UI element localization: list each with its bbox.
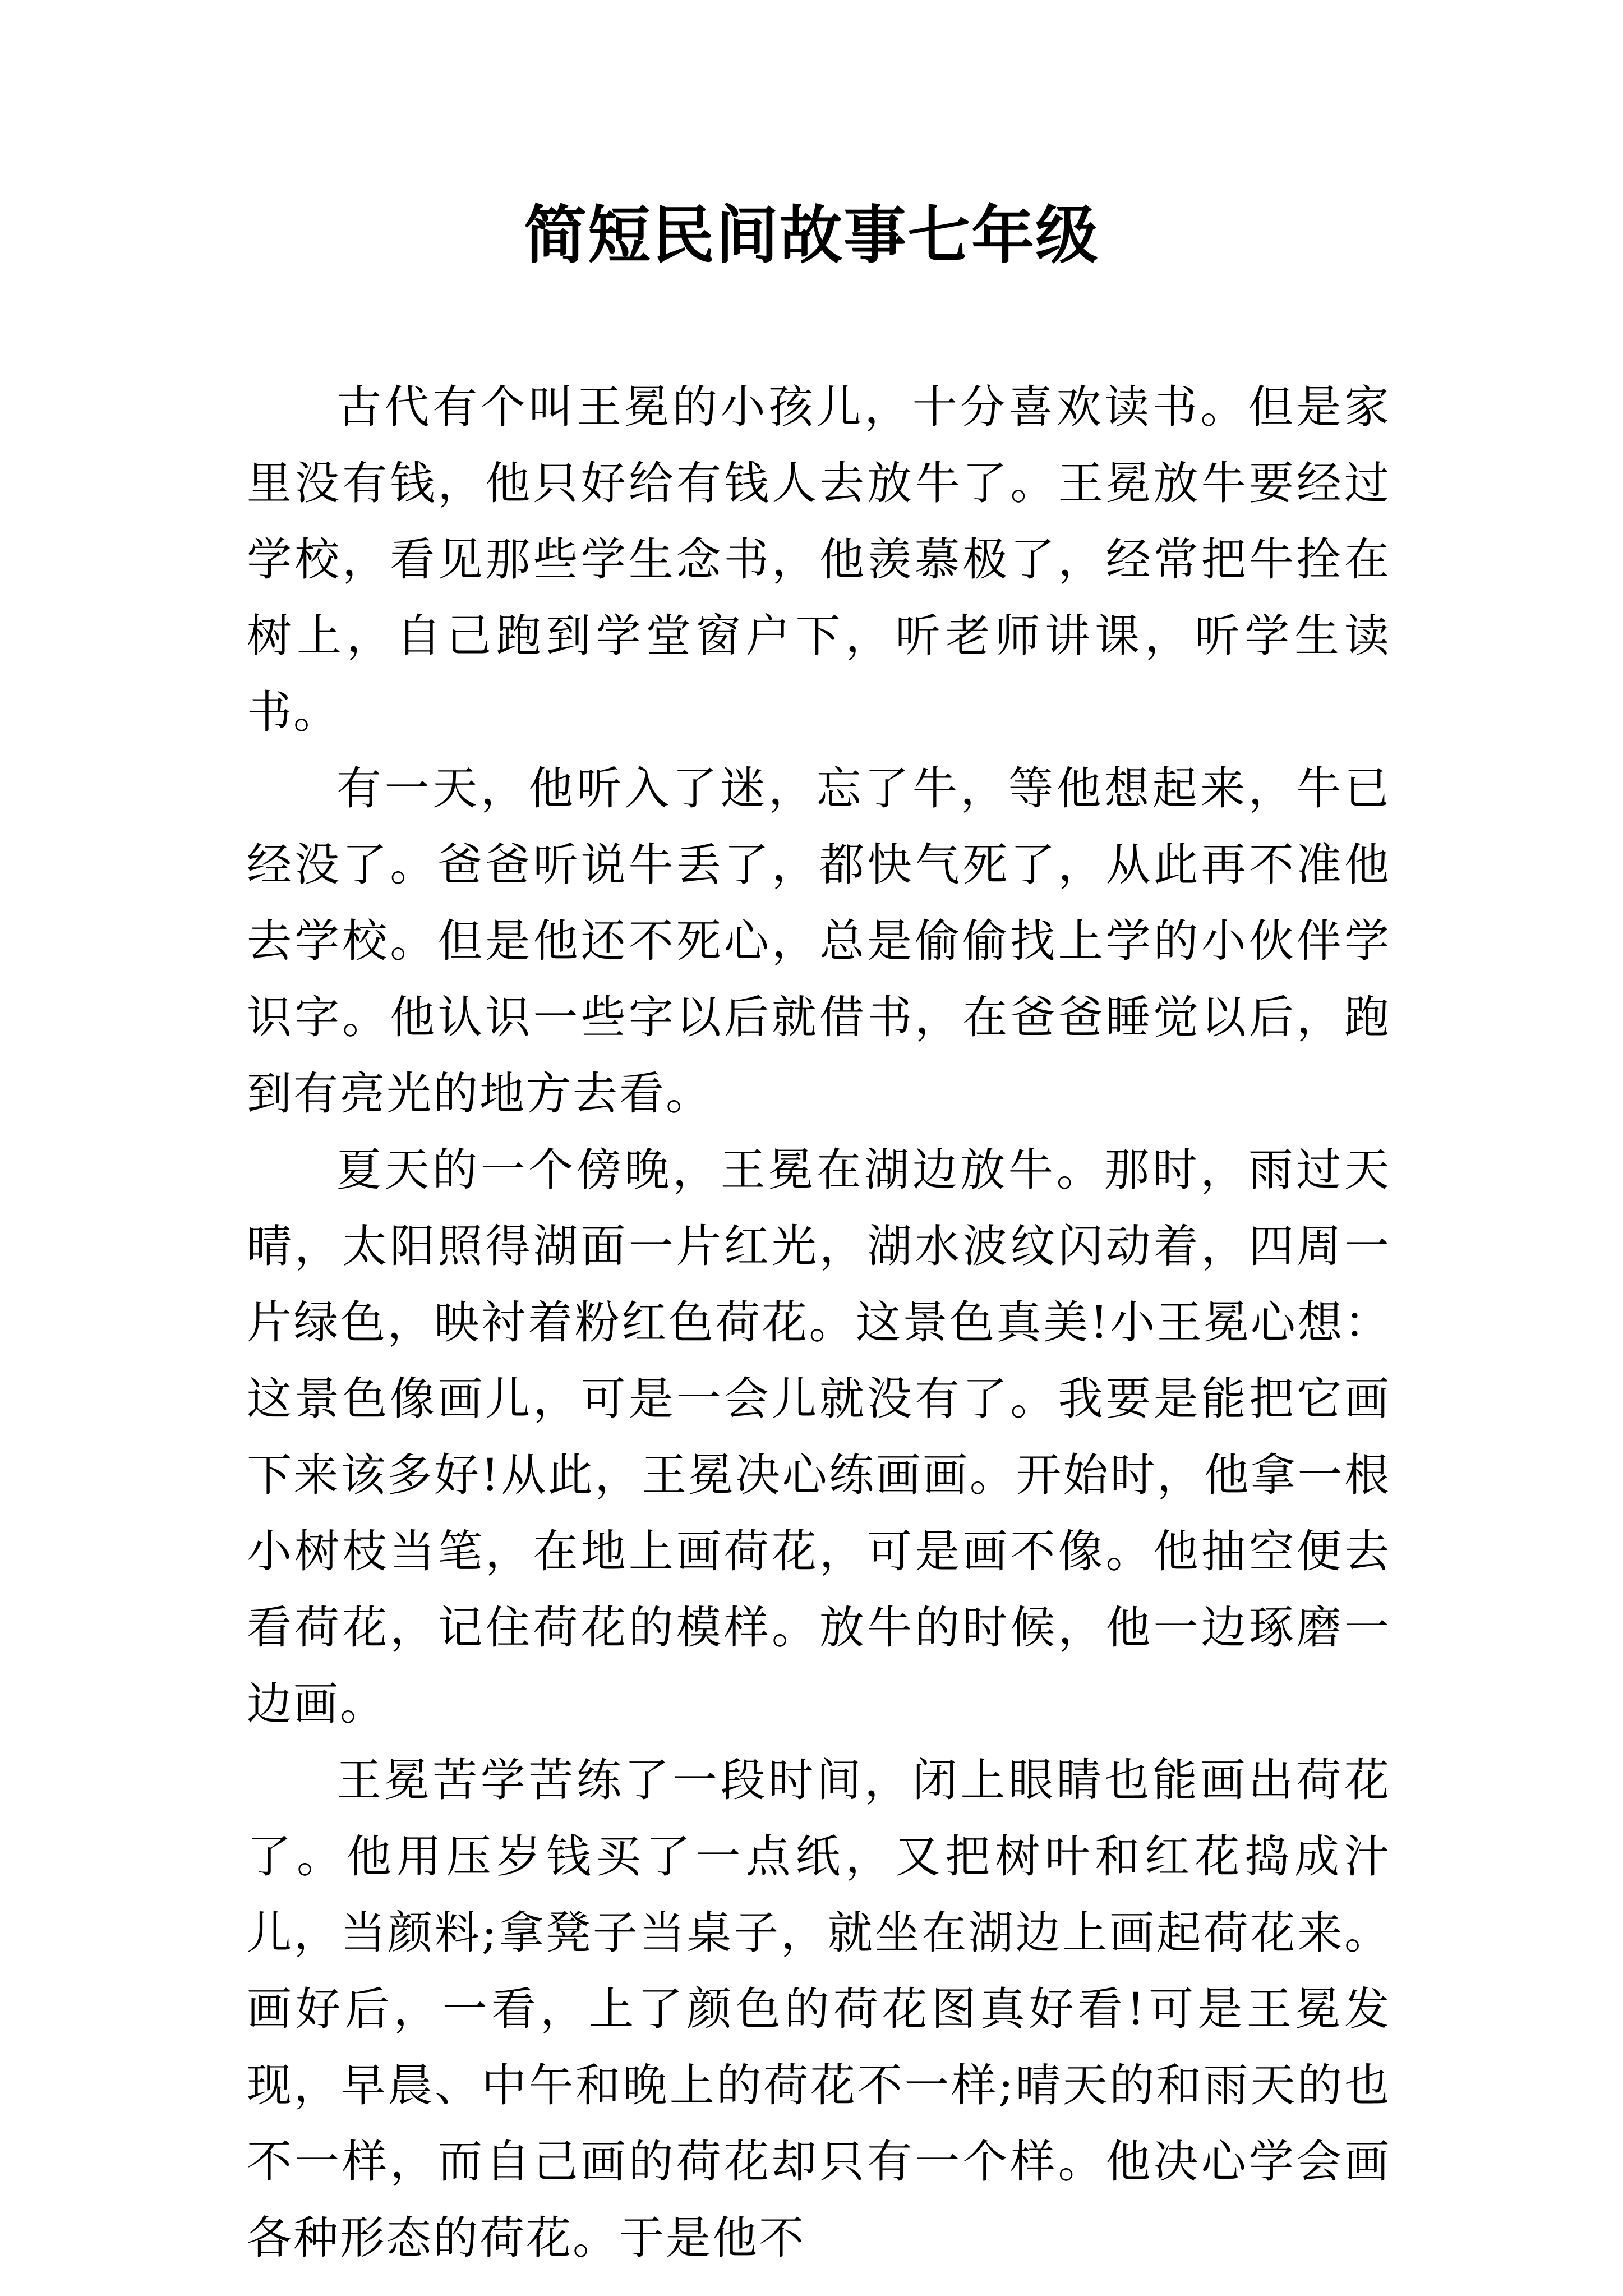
document-title: 简短民间故事七年级 [524,199,1099,272]
paragraph-3: 夏天的一个傍晚，王冕在湖边放牛。那时，雨过天晴，太阳照得湖面一片红光，湖水波纹闪动着，四周一片绿色，映衬着粉红色荷花。这景色真美!小王冕心想：这景色像画儿，可是一会儿就没有了。我要是能把它画下来该多好!从此，王冕决心练画画。开始时，他拿一根小树枝当笔，在地上画荷花，可是画不像。他抽空便去看荷花，记住荷花的模样。放牛的时候，他一边琢磨一边画。 [247,1144,1391,1730]
paragraph-4: 王冕苦学苦练了一段时间，闭上眼睛也能画出荷花了。他用压岁钱买了一点纸，又把树叶和红花捣成汁儿，当颜料;拿凳子当桌子，就坐在湖边上画起荷花来。画好后，一看，上了颜色的荷花图真好看!可是王冕发现，早晨、中午和晚上的荷花不一样;晴天的和雨天的也不一样，而自己画的荷花却只有一个样。他决心学会画各种形态的荷花。于是他不 [247,1754,1391,2264]
document-body [247,369,1391,2276]
paragraph-1: 古代有个叫王冕的小孩儿，十分喜欢读书。但是家里没有钱，他只好给有钱人去放牛了。王冕放牛要经过学校，看见那些学生念书，他羡慕极了，经常把牛拴在树上，自己跑到学堂窗户下，听老师讲课，听学生读书。 [247,381,1391,738]
paragraph-2: 有一天，他听入了迷，忘了牛，等他想起来，牛已经没了。爸爸听说牛丢了，都快气死了，从此再不准他去学校。但是他还不死心，总是偷偷找上学的小伙伴学识字。他认识一些字以后就借书，在爸爸睡觉以后，跑到有亮光的地方去看。 [247,762,1391,1120]
